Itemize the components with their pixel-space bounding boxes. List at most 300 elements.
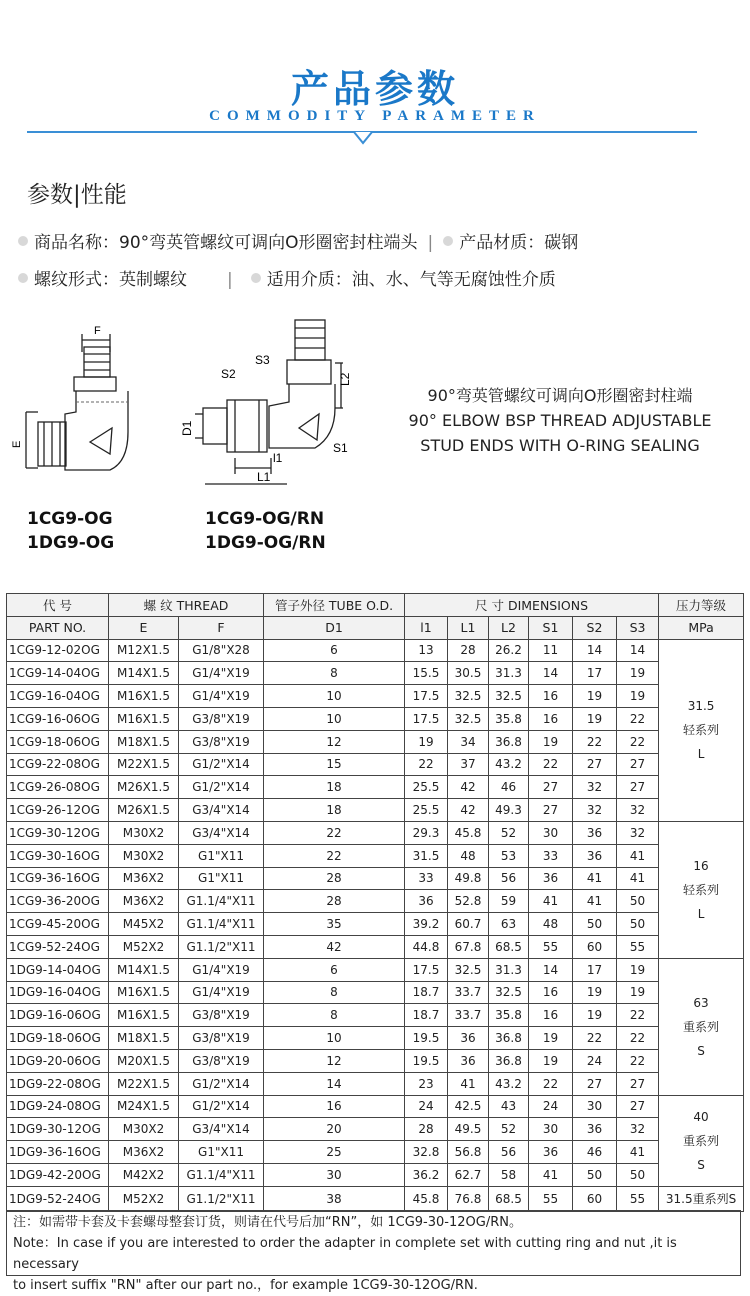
page-subtitle: COMMODITY PARAMETER bbox=[209, 108, 541, 124]
value-cell: 22 bbox=[617, 730, 659, 753]
value-cell: G1"X11 bbox=[179, 1141, 264, 1164]
value-cell: 35.8 bbox=[489, 707, 529, 730]
table-row bbox=[7, 1118, 744, 1141]
part-number-cell: 1CG9-16-04OG bbox=[7, 685, 109, 708]
label-F: F bbox=[94, 325, 101, 337]
table-row bbox=[7, 662, 744, 685]
value-cell: M16X1.5 bbox=[109, 707, 179, 730]
value-cell: 19 bbox=[617, 981, 659, 1004]
part-number-cell: 1CG9-18-06OG bbox=[7, 730, 109, 753]
header-D1: D1 bbox=[264, 616, 405, 639]
value-cell: 52.8 bbox=[448, 890, 489, 913]
value-cell: 27 bbox=[617, 1072, 659, 1095]
value-cell: 30.5 bbox=[448, 662, 489, 685]
bullet-icon bbox=[443, 236, 453, 246]
value-cell: 41 bbox=[617, 867, 659, 890]
value-cell: 15 bbox=[264, 753, 405, 776]
description-cn: 90°弯英管螺纹可调向O形圈密封柱端 bbox=[427, 386, 693, 405]
value-cell: G3/8"X19 bbox=[179, 707, 264, 730]
value-cell: G3/4"X14 bbox=[179, 1118, 264, 1141]
pressure-code: S bbox=[697, 1043, 705, 1058]
header-F: F bbox=[179, 616, 264, 639]
table-row bbox=[7, 1027, 744, 1050]
table-row bbox=[7, 844, 744, 867]
value-cell: 22 bbox=[617, 1049, 659, 1072]
value-cell: 19 bbox=[529, 1049, 573, 1072]
value-cell: 18.7 bbox=[405, 1004, 448, 1027]
part-number-cell: 1DG9-14-04OG bbox=[7, 958, 109, 981]
part-number-cell: 1CG9-36-20OG bbox=[7, 890, 109, 913]
value-cell: 55 bbox=[617, 1186, 659, 1211]
value-cell: M36X2 bbox=[109, 890, 179, 913]
value-cell: M30X2 bbox=[109, 1118, 179, 1141]
value-cell: 24 bbox=[529, 1095, 573, 1118]
value-cell: 41 bbox=[617, 1141, 659, 1164]
table-row bbox=[7, 1141, 744, 1164]
value-cell: 27 bbox=[617, 1095, 659, 1118]
value-cell: 29.3 bbox=[405, 821, 448, 844]
value-cell: 28 bbox=[448, 639, 489, 662]
part-number-cell: 1DG9-16-04OG bbox=[7, 981, 109, 1004]
model-1dg9-og-rn: 1DG9-OG/RN bbox=[205, 533, 326, 553]
value-cell: 24 bbox=[573, 1049, 617, 1072]
value-cell: 32.5 bbox=[448, 707, 489, 730]
value-cell: 6 bbox=[264, 958, 405, 981]
value-cell: G3/8"X19 bbox=[179, 1004, 264, 1027]
fitting-diagram-left bbox=[10, 322, 150, 492]
value-cell: 27 bbox=[573, 1072, 617, 1095]
part-number-cell: 1DG9-30-12OG bbox=[7, 1118, 109, 1141]
spec-row-2: 螺纹形式：英制螺纹 | 适用介质：油、水、气等无腐蚀性介质 bbox=[18, 265, 556, 290]
model-names-right bbox=[205, 507, 326, 555]
header-S3: S3 bbox=[617, 616, 659, 639]
value-cell: G1/4"X19 bbox=[179, 685, 264, 708]
label-S2: S2 bbox=[221, 367, 236, 381]
part-number-cell: 1CG9-16-06OG bbox=[7, 707, 109, 730]
value-cell: 41 bbox=[573, 890, 617, 913]
description-en-1: 90° ELBOW BSP THREAD ADJUSTABLE bbox=[408, 411, 712, 430]
value-cell: M26X1.5 bbox=[109, 799, 179, 822]
table-row bbox=[7, 1095, 744, 1118]
part-number-cell: 1DG9-42-20OG bbox=[7, 1163, 109, 1186]
value-cell: 14 bbox=[264, 1072, 405, 1095]
value-cell: 59 bbox=[489, 890, 529, 913]
value-cell: 13 bbox=[405, 639, 448, 662]
value-cell: 18 bbox=[264, 799, 405, 822]
part-number-cell: 1DG9-36-16OG bbox=[7, 1141, 109, 1164]
value-cell: 32.5 bbox=[489, 685, 529, 708]
note-en-1: Note：In case if you are interested to order the adapter in complete set with cutting ring and nut ,it is necessary bbox=[13, 1236, 677, 1272]
value-cell: 36 bbox=[573, 821, 617, 844]
value-cell: M16X1.5 bbox=[109, 685, 179, 708]
value-cell: 32 bbox=[573, 799, 617, 822]
part-number-cell: 1CG9-14-04OG bbox=[7, 662, 109, 685]
value-cell: 27 bbox=[529, 799, 573, 822]
value-cell: 63 bbox=[489, 913, 529, 936]
value-cell: 60 bbox=[573, 935, 617, 958]
value-cell: 30 bbox=[573, 1095, 617, 1118]
value-cell: 19 bbox=[529, 1027, 573, 1050]
table-row bbox=[7, 730, 744, 753]
value-cell: 19 bbox=[573, 685, 617, 708]
header-code-cn: 代 号 bbox=[7, 594, 109, 617]
value-cell: 14 bbox=[617, 639, 659, 662]
value-cell: 22 bbox=[529, 753, 573, 776]
value-cell: 8 bbox=[264, 981, 405, 1004]
value-cell: M14X1.5 bbox=[109, 662, 179, 685]
value-cell: 37 bbox=[448, 753, 489, 776]
value-cell: 36 bbox=[573, 1118, 617, 1141]
label-D1: D1 bbox=[180, 420, 194, 436]
value-cell: 18 bbox=[264, 776, 405, 799]
order-note bbox=[6, 1210, 741, 1293]
value-cell: 49.3 bbox=[489, 799, 529, 822]
value-cell: 49.5 bbox=[448, 1118, 489, 1141]
value-cell: 46 bbox=[573, 1141, 617, 1164]
header-thread: 螺 纹 THREAD bbox=[109, 594, 264, 617]
value-cell: 46 bbox=[489, 776, 529, 799]
pressure-code: L bbox=[697, 747, 705, 762]
value-cell: 19 bbox=[573, 707, 617, 730]
value-cell: 56 bbox=[489, 1141, 529, 1164]
table-body bbox=[7, 639, 744, 1211]
pressure-series: 重系列 bbox=[683, 1133, 720, 1148]
value-cell: 42.5 bbox=[448, 1095, 489, 1118]
table-row bbox=[7, 1186, 744, 1211]
part-number-cell: 1DG9-18-06OG bbox=[7, 1027, 109, 1050]
value-cell: 31.3 bbox=[489, 662, 529, 685]
model-1dg9-og: 1DG9-OG bbox=[27, 533, 115, 553]
fitting-diagram-right bbox=[175, 318, 365, 498]
value-cell: G1/4"X19 bbox=[179, 958, 264, 981]
value-cell: 52 bbox=[489, 821, 529, 844]
parameter-table bbox=[6, 593, 744, 1212]
value-cell: 36 bbox=[529, 867, 573, 890]
value-cell: 56 bbox=[489, 867, 529, 890]
value-cell: 48 bbox=[529, 913, 573, 936]
value-cell: 30 bbox=[529, 1118, 573, 1141]
value-cell: 17.5 bbox=[405, 685, 448, 708]
value-cell: 14 bbox=[573, 639, 617, 662]
value-cell: 34 bbox=[448, 730, 489, 753]
value-cell: G1.1/4"X11 bbox=[179, 890, 264, 913]
value-cell: 33.7 bbox=[448, 1004, 489, 1027]
value-cell: 27 bbox=[617, 753, 659, 776]
value-cell: 36 bbox=[448, 1049, 489, 1072]
pressure-value: 31.5 bbox=[687, 699, 715, 714]
value-cell: 19.5 bbox=[405, 1027, 448, 1050]
part-number-cell: 1DG9-52-24OG bbox=[7, 1186, 109, 1211]
value-cell: 32.5 bbox=[448, 685, 489, 708]
section-title: 参数|性能 bbox=[27, 182, 127, 208]
value-cell: 28 bbox=[264, 890, 405, 913]
value-cell: G1.1/2"X11 bbox=[179, 1186, 264, 1211]
value-cell: 38 bbox=[264, 1186, 405, 1211]
product-description bbox=[380, 383, 740, 458]
product-material: 产品材质：碳钢 bbox=[459, 233, 579, 253]
bullet-icon bbox=[251, 273, 261, 283]
part-number-cell: 1CG9-30-16OG bbox=[7, 844, 109, 867]
value-cell: 36.2 bbox=[405, 1163, 448, 1186]
label-l1: l1 bbox=[273, 451, 283, 465]
value-cell: 48 bbox=[448, 844, 489, 867]
thread-type: 螺纹形式：英制螺纹 bbox=[34, 270, 187, 290]
note-cn: 注：如需带卡套及卡套螺母整套订货，则请在代号后加“RN”，如 1CG9-30-12OG/RN。 bbox=[13, 1215, 522, 1230]
pressure-cell bbox=[659, 958, 744, 1095]
value-cell: 26.2 bbox=[489, 639, 529, 662]
page-title: 产品参数 bbox=[290, 67, 459, 111]
bullet-icon bbox=[18, 236, 28, 246]
table-row bbox=[7, 821, 744, 844]
value-cell: 22 bbox=[405, 753, 448, 776]
value-cell: 68.5 bbox=[489, 935, 529, 958]
value-cell: 14 bbox=[529, 662, 573, 685]
value-cell: 50 bbox=[617, 1163, 659, 1186]
part-number-cell: 1CG9-26-08OG bbox=[7, 776, 109, 799]
value-cell: 25.5 bbox=[405, 799, 448, 822]
value-cell: M24X1.5 bbox=[109, 1095, 179, 1118]
value-cell: 20 bbox=[264, 1118, 405, 1141]
value-cell: 60 bbox=[573, 1186, 617, 1211]
value-cell: 49.8 bbox=[448, 867, 489, 890]
value-cell: 16 bbox=[529, 981, 573, 1004]
value-cell: 22 bbox=[529, 1072, 573, 1095]
label-S1: S1 bbox=[333, 441, 348, 455]
pressure-cell bbox=[659, 639, 744, 821]
value-cell: 41 bbox=[448, 1072, 489, 1095]
header-L2: L2 bbox=[489, 616, 529, 639]
value-cell: M26X1.5 bbox=[109, 776, 179, 799]
value-cell: 32 bbox=[617, 799, 659, 822]
part-number-cell: 1CG9-22-08OG bbox=[7, 753, 109, 776]
header-S1: S1 bbox=[529, 616, 573, 639]
value-cell: 25.5 bbox=[405, 776, 448, 799]
value-cell: 32 bbox=[617, 821, 659, 844]
value-cell: 22 bbox=[617, 1027, 659, 1050]
label-E: E bbox=[11, 440, 23, 448]
table-row bbox=[7, 776, 744, 799]
value-cell: M18X1.5 bbox=[109, 730, 179, 753]
value-cell: G3/8"X19 bbox=[179, 1049, 264, 1072]
value-cell: 36.8 bbox=[489, 730, 529, 753]
value-cell: 36 bbox=[573, 844, 617, 867]
value-cell: 32 bbox=[617, 1118, 659, 1141]
value-cell: G1/2"X14 bbox=[179, 1072, 264, 1095]
value-cell: 36.8 bbox=[489, 1027, 529, 1050]
value-cell: 36 bbox=[448, 1027, 489, 1050]
value-cell: 42 bbox=[264, 935, 405, 958]
value-cell: G1/2"X14 bbox=[179, 753, 264, 776]
value-cell: 43.2 bbox=[489, 1072, 529, 1095]
value-cell: G1.1/2"X11 bbox=[179, 935, 264, 958]
header-S2: S2 bbox=[573, 616, 617, 639]
header-l1: l1 bbox=[405, 616, 448, 639]
value-cell: M16X1.5 bbox=[109, 1004, 179, 1027]
value-cell: 16 bbox=[529, 1004, 573, 1027]
label-L1: L1 bbox=[257, 470, 271, 484]
value-cell: 35 bbox=[264, 913, 405, 936]
part-number-cell: 1DG9-24-08OG bbox=[7, 1095, 109, 1118]
value-cell: G1.1/4"X11 bbox=[179, 1163, 264, 1186]
header-pressure-cn: 压力等级 bbox=[659, 594, 744, 617]
value-cell: 32.5 bbox=[448, 958, 489, 981]
divider-notch-icon bbox=[353, 131, 373, 153]
value-cell: 32.5 bbox=[489, 981, 529, 1004]
part-number-cell: 1DG9-20-06OG bbox=[7, 1049, 109, 1072]
value-cell: 44.8 bbox=[405, 935, 448, 958]
pressure-series: 轻系列 bbox=[683, 882, 720, 897]
pressure-series: 轻系列 bbox=[683, 723, 720, 738]
value-cell: 53 bbox=[489, 844, 529, 867]
value-cell: 43.2 bbox=[489, 753, 529, 776]
value-cell: 33 bbox=[529, 844, 573, 867]
value-cell: 19 bbox=[405, 730, 448, 753]
part-number-cell: 1DG9-22-08OG bbox=[7, 1072, 109, 1095]
value-cell: 52 bbox=[489, 1118, 529, 1141]
value-cell: 22 bbox=[264, 844, 405, 867]
model-1cg9-og-rn: 1CG9-OG/RN bbox=[205, 509, 325, 529]
value-cell: M36X2 bbox=[109, 1141, 179, 1164]
value-cell: M18X1.5 bbox=[109, 1027, 179, 1050]
value-cell: 45.8 bbox=[405, 1186, 448, 1211]
value-cell: 68.5 bbox=[489, 1186, 529, 1211]
value-cell: 22 bbox=[617, 707, 659, 730]
value-cell: M52X2 bbox=[109, 935, 179, 958]
pressure-value: 16 bbox=[693, 858, 709, 873]
model-1cg9-og: 1CG9-OG bbox=[27, 509, 113, 529]
value-cell: 62.7 bbox=[448, 1163, 489, 1186]
spec-row-1: 商品名称：90°弯英管螺纹可调向O形圈密封柱端头 | 产品材质：碳钢 bbox=[18, 228, 578, 253]
applicable-media: 适用介质：油、水、气等无腐蚀性介质 bbox=[266, 270, 556, 290]
value-cell: G1/2"X14 bbox=[179, 1095, 264, 1118]
value-cell: 33.7 bbox=[448, 981, 489, 1004]
value-cell: 17.5 bbox=[405, 707, 448, 730]
value-cell: 10 bbox=[264, 1027, 405, 1050]
table-row bbox=[7, 1163, 744, 1186]
table-row bbox=[7, 958, 744, 981]
value-cell: G3/8"X19 bbox=[179, 730, 264, 753]
value-cell: 19.5 bbox=[405, 1049, 448, 1072]
pressure-cell: 31.5重系列S bbox=[659, 1186, 744, 1211]
value-cell: 56.8 bbox=[448, 1141, 489, 1164]
value-cell: 31.3 bbox=[489, 958, 529, 981]
value-cell: 32 bbox=[573, 776, 617, 799]
value-cell: M52X2 bbox=[109, 1186, 179, 1211]
value-cell: 10 bbox=[264, 685, 405, 708]
value-cell: 50 bbox=[573, 1163, 617, 1186]
header-L1: L1 bbox=[448, 616, 489, 639]
value-cell: M42X2 bbox=[109, 1163, 179, 1186]
table-row bbox=[7, 935, 744, 958]
value-cell: 19 bbox=[617, 662, 659, 685]
value-cell: M12X1.5 bbox=[109, 639, 179, 662]
table-row bbox=[7, 639, 744, 662]
table-row bbox=[7, 707, 744, 730]
header-E: E bbox=[109, 616, 179, 639]
value-cell: G3/4"X14 bbox=[179, 799, 264, 822]
value-cell: 55 bbox=[529, 935, 573, 958]
value-cell: G3/8"X19 bbox=[179, 1027, 264, 1050]
value-cell: 18.7 bbox=[405, 981, 448, 1004]
value-cell: G1"X11 bbox=[179, 867, 264, 890]
value-cell: 12 bbox=[264, 1049, 405, 1072]
value-cell: G1/8"X28 bbox=[179, 639, 264, 662]
value-cell: 19 bbox=[617, 685, 659, 708]
value-cell: 6 bbox=[264, 639, 405, 662]
part-number-cell: 1CG9-52-24OG bbox=[7, 935, 109, 958]
value-cell: 27 bbox=[573, 753, 617, 776]
value-cell: 50 bbox=[617, 913, 659, 936]
value-cell: 30 bbox=[529, 821, 573, 844]
table-row bbox=[7, 867, 744, 890]
value-cell: 11 bbox=[529, 639, 573, 662]
value-cell: 19 bbox=[529, 730, 573, 753]
table-row bbox=[7, 890, 744, 913]
value-cell: 16 bbox=[529, 707, 573, 730]
value-cell: G1"X11 bbox=[179, 844, 264, 867]
value-cell: 43 bbox=[489, 1095, 529, 1118]
value-cell: M45X2 bbox=[109, 913, 179, 936]
value-cell: 22 bbox=[573, 1027, 617, 1050]
value-cell: 50 bbox=[617, 890, 659, 913]
pressure-value: 63 bbox=[693, 995, 709, 1010]
value-cell: 31.5 bbox=[405, 844, 448, 867]
table-row bbox=[7, 1049, 744, 1072]
part-number-cell: 1CG9-36-16OG bbox=[7, 867, 109, 890]
value-cell: 22 bbox=[264, 821, 405, 844]
table-row bbox=[7, 1004, 744, 1027]
value-cell: 28 bbox=[264, 867, 405, 890]
pressure-value: 40 bbox=[693, 1109, 709, 1124]
value-cell: 15.5 bbox=[405, 662, 448, 685]
pressure-code: L bbox=[697, 906, 705, 921]
part-number-cell: 1DG9-16-06OG bbox=[7, 1004, 109, 1027]
header-dimensions: 尺 寸 DIMENSIONS bbox=[405, 594, 659, 617]
value-cell: G1/2"X14 bbox=[179, 776, 264, 799]
pressure-cell bbox=[659, 821, 744, 958]
value-cell: 14 bbox=[529, 958, 573, 981]
header-pressure-en: MPa bbox=[659, 616, 744, 639]
label-L2: L2 bbox=[338, 372, 352, 386]
value-cell: 33 bbox=[405, 867, 448, 890]
table-row bbox=[7, 753, 744, 776]
value-cell: G3/4"X14 bbox=[179, 821, 264, 844]
value-cell: 39.2 bbox=[405, 913, 448, 936]
table-row bbox=[7, 799, 744, 822]
value-cell: 76.8 bbox=[448, 1186, 489, 1211]
value-cell: 58 bbox=[489, 1163, 529, 1186]
value-cell: 12 bbox=[264, 730, 405, 753]
value-cell: 25 bbox=[264, 1141, 405, 1164]
value-cell: 55 bbox=[529, 1186, 573, 1211]
value-cell: 55 bbox=[617, 935, 659, 958]
description-en-2: STUD ENDS WITH O-RING SEALING bbox=[420, 436, 700, 455]
model-names-left bbox=[27, 507, 114, 555]
header-code-en: PART NO. bbox=[7, 616, 109, 639]
value-cell: 17 bbox=[573, 662, 617, 685]
value-cell: 32.8 bbox=[405, 1141, 448, 1164]
value-cell: 8 bbox=[264, 1004, 405, 1027]
value-cell: 24 bbox=[405, 1095, 448, 1118]
value-cell: 42 bbox=[448, 799, 489, 822]
product-name: 商品名称：90°弯英管螺纹可调向O形圈密封柱端头 bbox=[34, 233, 418, 253]
table-row bbox=[7, 1072, 744, 1095]
bullet-icon bbox=[18, 273, 28, 283]
value-cell: 19 bbox=[573, 981, 617, 1004]
pressure-series: 重系列 bbox=[683, 1019, 720, 1034]
part-number-cell: 1CG9-30-12OG bbox=[7, 821, 109, 844]
value-cell: 17 bbox=[573, 958, 617, 981]
